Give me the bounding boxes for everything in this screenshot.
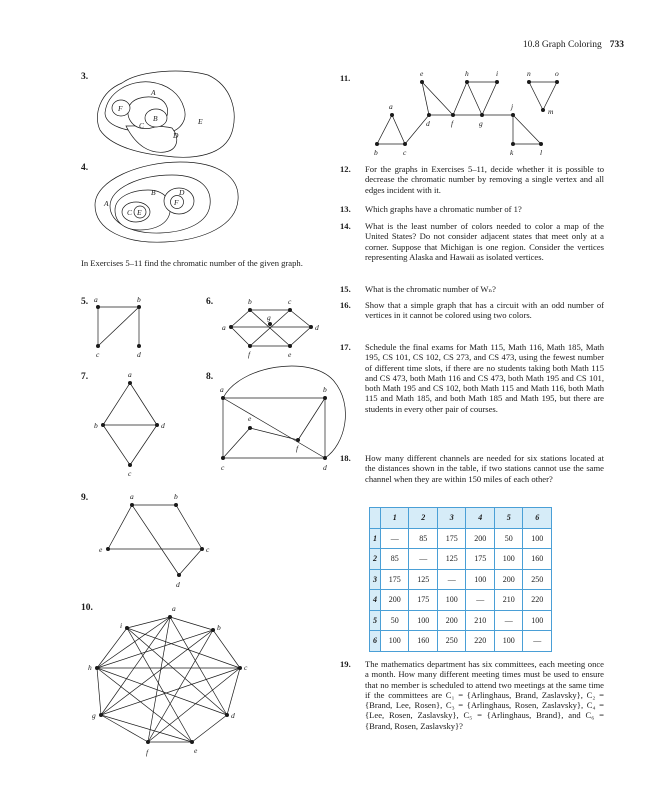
graph-vertex: [390, 113, 394, 117]
graph-vertex: [238, 666, 242, 670]
graph-exercise-9: [99, 492, 210, 589]
exercise-number: 18.: [340, 453, 351, 463]
region-label: E: [137, 208, 142, 217]
vertex-label: c: [96, 350, 100, 359]
graph-edge: [377, 115, 392, 144]
graph-exercise-8: [220, 366, 345, 472]
graph-vertex: [495, 80, 499, 84]
graph-edge: [98, 307, 139, 346]
graph-edge: [97, 628, 127, 668]
graph-vertex: [375, 142, 379, 146]
region-label: B: [151, 188, 156, 197]
vertex-label: b: [217, 623, 221, 632]
graph-edge: [97, 630, 213, 668]
table-cell: 50: [380, 610, 409, 631]
graph-vertex: [296, 438, 300, 442]
graph-vertex: [137, 344, 141, 348]
graph-edge: [543, 82, 557, 110]
exercise-number: 13.: [340, 204, 351, 214]
graph-vertex: [125, 626, 129, 630]
graph-edge: [422, 82, 453, 115]
table-row-header: 4: [370, 590, 381, 611]
graph-vertex: [427, 113, 431, 117]
graph-vertex: [221, 456, 225, 460]
graph-vertex: [268, 322, 272, 326]
table-cell: 100: [409, 610, 438, 631]
table-cell: 125: [437, 549, 466, 570]
table-cell: 160: [409, 631, 438, 652]
vertex-label: f: [146, 748, 149, 757]
exercise-number: 16.: [340, 300, 351, 310]
graph-vertex: [465, 80, 469, 84]
table-cell: 100: [523, 528, 552, 549]
exercise-text: For the graphs in Exercises 5–11, decide whether it is possible to decrease the chromatic number by removing a single vertex and all edges incident with it.: [365, 164, 604, 195]
graph-vertex: [480, 113, 484, 117]
vertex-label: c: [403, 148, 407, 157]
vertex-label: h: [465, 69, 469, 78]
region-label: E: [198, 117, 203, 126]
exercise-number: 11.: [340, 73, 351, 83]
vertex-label: l: [540, 148, 543, 157]
graph-edge: [97, 668, 101, 715]
region-label: A: [104, 199, 109, 208]
table-cell: 210: [466, 610, 495, 631]
table-row-header: 1: [370, 528, 381, 549]
graph-edge: [103, 425, 130, 465]
vertex-label: f: [296, 444, 299, 453]
table-cell: 250: [523, 569, 552, 590]
table-cell: 100: [466, 569, 495, 590]
table-cell: —: [494, 610, 523, 631]
vertex-label: e: [99, 545, 103, 554]
exercise-text: Which graphs have a chromatic number of 1?: [365, 204, 522, 214]
exercise-number-9: 9.: [81, 493, 89, 503]
table-cell: 250: [437, 631, 466, 652]
exercise-text: The mathematics department has six committees, each meeting once a month. How many different meeting times must be used to ensure that no member is scheduled to attend two meetings at the same time if the committees are C₁ = {Arlinghaus, Brand, Zaslavsky}, C₂ = {Brand, Lee, Rosen}, C₃ = {Arlinghaus, Rosen, Zaslavsky}, C₄ = {Lee, Rosen, Zaslavsky}, C₅ = {Arlinghaus, Brand}, and C₆ = {Brand, Rosen, Zaslavsky}?: [365, 659, 604, 731]
vertex-label: m: [548, 107, 554, 116]
graph-edge: [482, 82, 497, 115]
table-row-header: 3: [370, 569, 381, 590]
exercise-number: 12.: [340, 164, 351, 174]
table-row-header: 2: [370, 549, 381, 570]
graph-edge: [290, 310, 311, 327]
table-cell: —: [380, 528, 409, 549]
graph-vertex: [96, 344, 100, 348]
graph-vertex: [128, 381, 132, 385]
vertex-label: d: [176, 580, 180, 589]
vertex-label: e: [248, 414, 252, 423]
graph-vertex: [511, 142, 515, 146]
graph-vertex: [211, 628, 215, 632]
graph-edge: [130, 425, 157, 465]
table-cell: 210: [494, 590, 523, 611]
vertex-label: b: [174, 492, 178, 501]
graph-exercise-6: [222, 297, 319, 359]
vertex-label: c: [206, 545, 210, 554]
graph-edge: [127, 628, 192, 742]
table-cell: —: [409, 549, 438, 570]
vertex-label: a: [222, 323, 226, 332]
graph-vertex: [403, 142, 407, 146]
graph-vertex: [288, 344, 292, 348]
vertex-label: b: [323, 385, 327, 394]
table-cell: 85: [380, 549, 409, 570]
vertex-label: d: [426, 119, 430, 128]
exercise-number-3: 3.: [81, 72, 89, 82]
exercise-number: 17.: [340, 342, 351, 352]
map-exercise-3: [97, 71, 234, 157]
exercise-text: What is the least number of colors needed to color a map of the United States? Do not consider adjacent states that meet only at a corner. Suppose that Michigan is one region. Consider the vertices representing Alaska and Hawaii as isolated vertices.: [365, 221, 604, 262]
graph-edge: [250, 428, 298, 440]
graph-vertex: [155, 423, 159, 427]
graph-edge: [148, 668, 240, 742]
graph-vertex: [420, 80, 424, 84]
graph-edge: [223, 366, 345, 458]
table-cell: 100: [380, 631, 409, 652]
graph-vertex: [99, 713, 103, 717]
vertex-label: d: [161, 421, 165, 430]
exercise-text: Show that a simple graph that has a circuit with an odd number of vertices in it cannot be colored using two colors.: [365, 300, 604, 321]
region-label: F: [118, 104, 123, 113]
page-number: 733: [609, 40, 624, 50]
table-cell: 125: [409, 569, 438, 590]
graph-vertex: [248, 308, 252, 312]
graph-vertex: [137, 305, 141, 309]
graph-vertex: [323, 396, 327, 400]
graph-exercise-10: [88, 604, 248, 757]
graph-vertex: [106, 547, 110, 551]
table-cell: 220: [466, 631, 495, 652]
graph-edge: [130, 383, 157, 425]
table-cell: 175: [380, 569, 409, 590]
table-cell: 175: [437, 528, 466, 549]
graph-vertex: [96, 305, 100, 309]
vertex-label: c: [221, 463, 225, 472]
table-header-cell: 2: [409, 508, 438, 529]
graph-vertex: [130, 503, 134, 507]
graph-edge: [298, 398, 325, 440]
table-cell: 100: [523, 610, 552, 631]
graph-vertex: [225, 713, 229, 717]
graph-vertex: [146, 740, 150, 744]
graph-edge: [513, 115, 541, 144]
table-cell: 200: [437, 610, 466, 631]
vertex-label: b: [94, 421, 98, 430]
region-label: B: [153, 114, 158, 123]
exercise-number: 19.: [340, 659, 351, 669]
vertex-label: a: [389, 102, 393, 111]
graph-vertex: [229, 325, 233, 329]
graph-vertex: [174, 503, 178, 507]
graph-edge: [231, 327, 250, 346]
exercise-number-5: 5.: [81, 297, 89, 307]
graph-vertex: [248, 344, 252, 348]
graph-edge: [223, 428, 250, 458]
graph-edge: [97, 668, 192, 742]
graph-edge: [127, 628, 240, 668]
graph-edge: [179, 549, 202, 575]
table-cell: 85: [409, 528, 438, 549]
graph-edge: [392, 115, 405, 144]
region-label: F: [174, 198, 179, 207]
graph-vertex: [95, 666, 99, 670]
region-label: D: [173, 131, 179, 140]
table-header-cell: 4: [466, 508, 495, 529]
graph-vertex: [309, 325, 313, 329]
region-label: D: [179, 188, 185, 197]
table-cell: 175: [466, 549, 495, 570]
exercise-text: What is the chromatic number of Wₙ?: [365, 284, 496, 294]
graph-vertex: [323, 456, 327, 460]
table-header-cell: 6: [523, 508, 552, 529]
table-row-header: 5: [370, 610, 381, 631]
exercise-text: How many different channels are needed for six stations located at the distances shown in the table, if two stations cannot use the same channel when they are within 150 miles of each other?: [365, 453, 604, 484]
vertex-label: e: [288, 350, 292, 359]
vertex-label: c: [288, 297, 292, 306]
graph-vertex: [288, 308, 292, 312]
exercise-number-10: 10.: [81, 603, 93, 613]
graph-vertex: [527, 80, 531, 84]
vertex-label: e: [420, 69, 424, 78]
vertex-label: b: [137, 295, 141, 304]
vertex-label: n: [527, 69, 531, 78]
table-header-cell: 1: [380, 508, 409, 529]
graph-vertex: [168, 615, 172, 619]
table-cell: 100: [494, 549, 523, 570]
table-cell: 200: [466, 528, 495, 549]
vertex-label: a: [220, 385, 224, 394]
graph-edge: [227, 668, 240, 715]
graph-vertex: [539, 142, 543, 146]
table-cell: 100: [494, 631, 523, 652]
vertex-label: j: [511, 102, 514, 111]
graph-vertex: [101, 423, 105, 427]
table-cell: 200: [494, 569, 523, 590]
graph-vertex: [177, 573, 181, 577]
exercise-number-7: 7.: [81, 372, 89, 382]
graph-exercise-11: [374, 69, 559, 157]
graph-edge: [108, 505, 132, 549]
table-cell: 160: [523, 549, 552, 570]
graph-edge: [101, 617, 170, 715]
vertex-label: d: [137, 350, 141, 359]
region-label: C: [139, 121, 145, 130]
graph-edge: [101, 715, 148, 742]
graph-vertex: [200, 547, 204, 551]
graph-edge: [101, 630, 213, 715]
vertex-label: d: [315, 323, 319, 332]
exercise-number: 15.: [340, 284, 351, 294]
table-cell: —: [466, 590, 495, 611]
vertex-label: d: [231, 711, 235, 720]
vertex-label: h: [88, 663, 92, 672]
vertex-label: a: [172, 604, 176, 613]
table-cell: 175: [409, 590, 438, 611]
graph-vertex: [190, 740, 194, 744]
vertex-label: c: [244, 663, 248, 672]
table-row-header: 6: [370, 631, 381, 652]
graph-exercise-7: [94, 370, 165, 478]
intro-paragraph: In Exercises 5–11 find the chromatic number of the given graph.: [81, 258, 303, 268]
table-cell: 220: [523, 590, 552, 611]
vertex-label: g: [479, 119, 483, 128]
graph-edge: [529, 82, 543, 110]
graph-edge: [127, 628, 227, 715]
vertex-label: c: [128, 469, 132, 478]
graph-edge: [97, 617, 170, 668]
graph-edge: [467, 82, 482, 115]
graph-vertex: [128, 463, 132, 467]
graph-edge: [97, 668, 227, 715]
vertex-label: a: [130, 492, 134, 501]
vertex-label: o: [555, 69, 559, 78]
vertex-label: g: [92, 711, 96, 720]
graph-edge: [101, 715, 192, 742]
graph-edge: [223, 398, 325, 458]
table-cell: 50: [494, 528, 523, 549]
graph-exercise-5: [94, 295, 141, 359]
graph-vertex: [541, 108, 545, 112]
vertex-label: i: [496, 69, 499, 78]
vertex-label: a: [94, 295, 98, 304]
table-cell: 200: [380, 590, 409, 611]
table-cell: —: [523, 631, 552, 652]
graph-edge: [231, 310, 250, 327]
graph-edge: [290, 327, 311, 346]
vertex-label: b: [374, 148, 378, 157]
vertex-label: f: [451, 119, 454, 128]
graph-vertex: [221, 396, 225, 400]
graph-edge: [192, 715, 227, 742]
graph-vertex: [511, 113, 515, 117]
vertex-label: d: [323, 463, 327, 472]
map-exercise-4: [95, 162, 238, 242]
region-label: C: [127, 208, 133, 217]
graph-edge: [422, 82, 429, 115]
vertex-label: e: [194, 746, 198, 755]
graph-edge: [132, 505, 179, 575]
region-label: A: [151, 88, 156, 97]
graph-edge: [213, 630, 240, 668]
vertex-label: a: [128, 370, 132, 379]
table-header-cell: 3: [437, 508, 466, 529]
exercise-number-8: 8.: [206, 372, 214, 382]
table-header-cell: 5: [494, 508, 523, 529]
table-cell: 100: [437, 590, 466, 611]
graph-edge: [453, 82, 467, 115]
vertex-label: i: [120, 621, 123, 630]
exercise-number: 14.: [340, 221, 351, 231]
exercise-text: Schedule the final exams for Math 115, Math 116, Math 185, Math 195, CS 101, CS 102, CS 273, and CS 473, using the fewest number of different time slots, if there are no students taking both Math 115 and CS 473, both Math 116 and CS 473, both Math 195 and CS 101, both Math 195 and CS 102, both Math 115 and Math 116, both Math 115 and Math 185, and both Math 185 and Math 195, but there are students in every other pair of courses.: [365, 342, 604, 414]
exercise-number-4: 4.: [81, 163, 89, 173]
table-cell: —: [437, 569, 466, 590]
graph-edge: [176, 505, 202, 549]
graph-vertex: [451, 113, 455, 117]
vertex-label: g: [267, 313, 271, 322]
graph-vertex: [555, 80, 559, 84]
vertex-label: k: [510, 148, 514, 157]
vertex-label: b: [248, 297, 252, 306]
graph-vertex: [248, 426, 252, 430]
exercise-number-6: 6.: [206, 297, 214, 307]
section-title: 10.8 Graph Coloring: [522, 40, 602, 50]
vertex-label: f: [248, 350, 251, 359]
graph-edge: [103, 383, 130, 425]
